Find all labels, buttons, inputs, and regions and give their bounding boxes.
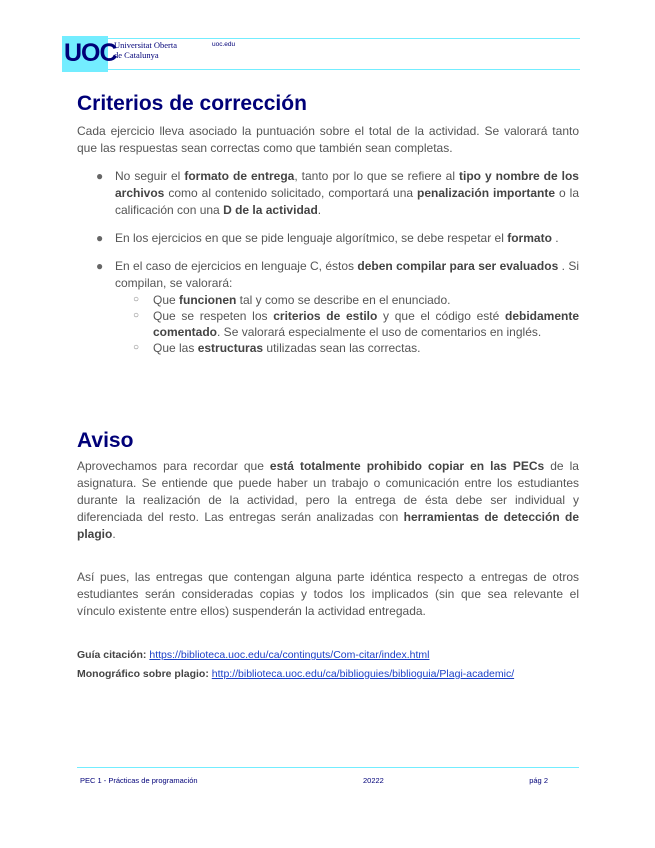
section-title-criterios: Criterios de corrección — [77, 92, 307, 115]
circle-bullet-icon: ○ — [133, 310, 140, 321]
sub-list-item: ○ Que se respeten los criterios de estilo y que el código esté debidamente comentado. Se valorará especialmente el uso de comentarios en inglés. — [133, 309, 579, 339]
university-name: Universitat Oberta de Catalunya — [114, 40, 178, 60]
header-bottom-rule — [108, 69, 580, 70]
plagio-link[interactable]: http://biblioteca.uoc.edu/ca/biblioguies/biblioguia/Plagi-academic/ — [211, 668, 515, 680]
section-title-aviso: Aviso — [77, 429, 134, 452]
section-criterios — [77, 92, 579, 157]
list-item: ● En los ejercicios en que se pide lenguaje algorítmico, se debe respetar el formato . — [96, 231, 559, 245]
logo-text: UOC — [64, 39, 117, 67]
sub-list-item: ○ Que las estructuras utilizadas sean las correctas. — [133, 341, 421, 355]
circle-bullet-icon: ○ — [133, 294, 140, 305]
criterios-list — [77, 168, 579, 356]
criterios-intro: Cada ejercicio lleva asociado la puntuación sobre el total de la actividad. Se valorará tanto que las respuestas sean correctas como que también sean completas. — [77, 124, 579, 155]
section-aviso — [77, 429, 579, 620]
bullet-icon: ● — [96, 169, 104, 183]
list-item: ● No seguir el formato de entrega, tanto por lo que se refiere al tipo y nombre de los archivos como al contenido solicitado, comportará una penalización importante o la calificación con una D de la actividad. — [96, 169, 580, 217]
cite-guide-label: Guía citación: — [77, 649, 147, 661]
plagio-line — [77, 665, 597, 684]
circle-bullet-icon: ○ — [133, 342, 140, 353]
footer-semester: 20222 — [363, 776, 384, 785]
footer-rule — [77, 767, 579, 768]
header-top-rule — [108, 38, 580, 39]
aviso-paragraph-1: Aprovechamos para recordar que está totalmente prohibido copiar en las PECs de la asignatura. Se entiende que puede haber un trabajo o comunicación entre los estudiantes durante la realización de la actividad, pero la entrega de ésta debe ser individual y diferenciada del resto. Las entregas serán analizadas con herramientas de detección de plagio. — [77, 459, 579, 541]
footer-page-number: pág 2 — [529, 776, 548, 785]
footer-course: PEC 1 - Prácticas de programación — [80, 776, 198, 785]
aviso-paragraph-2: Así pues, las entregas que contengan alguna parte idéntica respecto a entregas de otros estudiantes serán consideradas copias y todos los implicados (sin que sea relevante el vínculo existente entre ellos) suspenderán la actividad entregada. — [77, 570, 579, 618]
bullet-icon: ● — [96, 259, 104, 273]
references — [77, 646, 597, 684]
cite-guide-line — [77, 646, 597, 665]
sub-list-item: ○ Que funcionen tal y como se describe en el enunciado. — [133, 293, 451, 307]
cite-guide-link[interactable]: https://biblioteca.uoc.edu/ca/continguts/Com-citar/index.html — [149, 649, 430, 661]
page-header — [62, 36, 580, 74]
university-site: uoc.edu — [212, 41, 236, 48]
uoc-logo — [62, 36, 117, 72]
list-item: ● En el caso de ejercicios en lenguaje C, éstos deben compilar para ser evaluados . Si compilan, se valorará: — [96, 259, 580, 290]
plagio-label: Monográfico sobre plagio: — [77, 668, 209, 680]
bullet-icon: ● — [96, 231, 104, 245]
